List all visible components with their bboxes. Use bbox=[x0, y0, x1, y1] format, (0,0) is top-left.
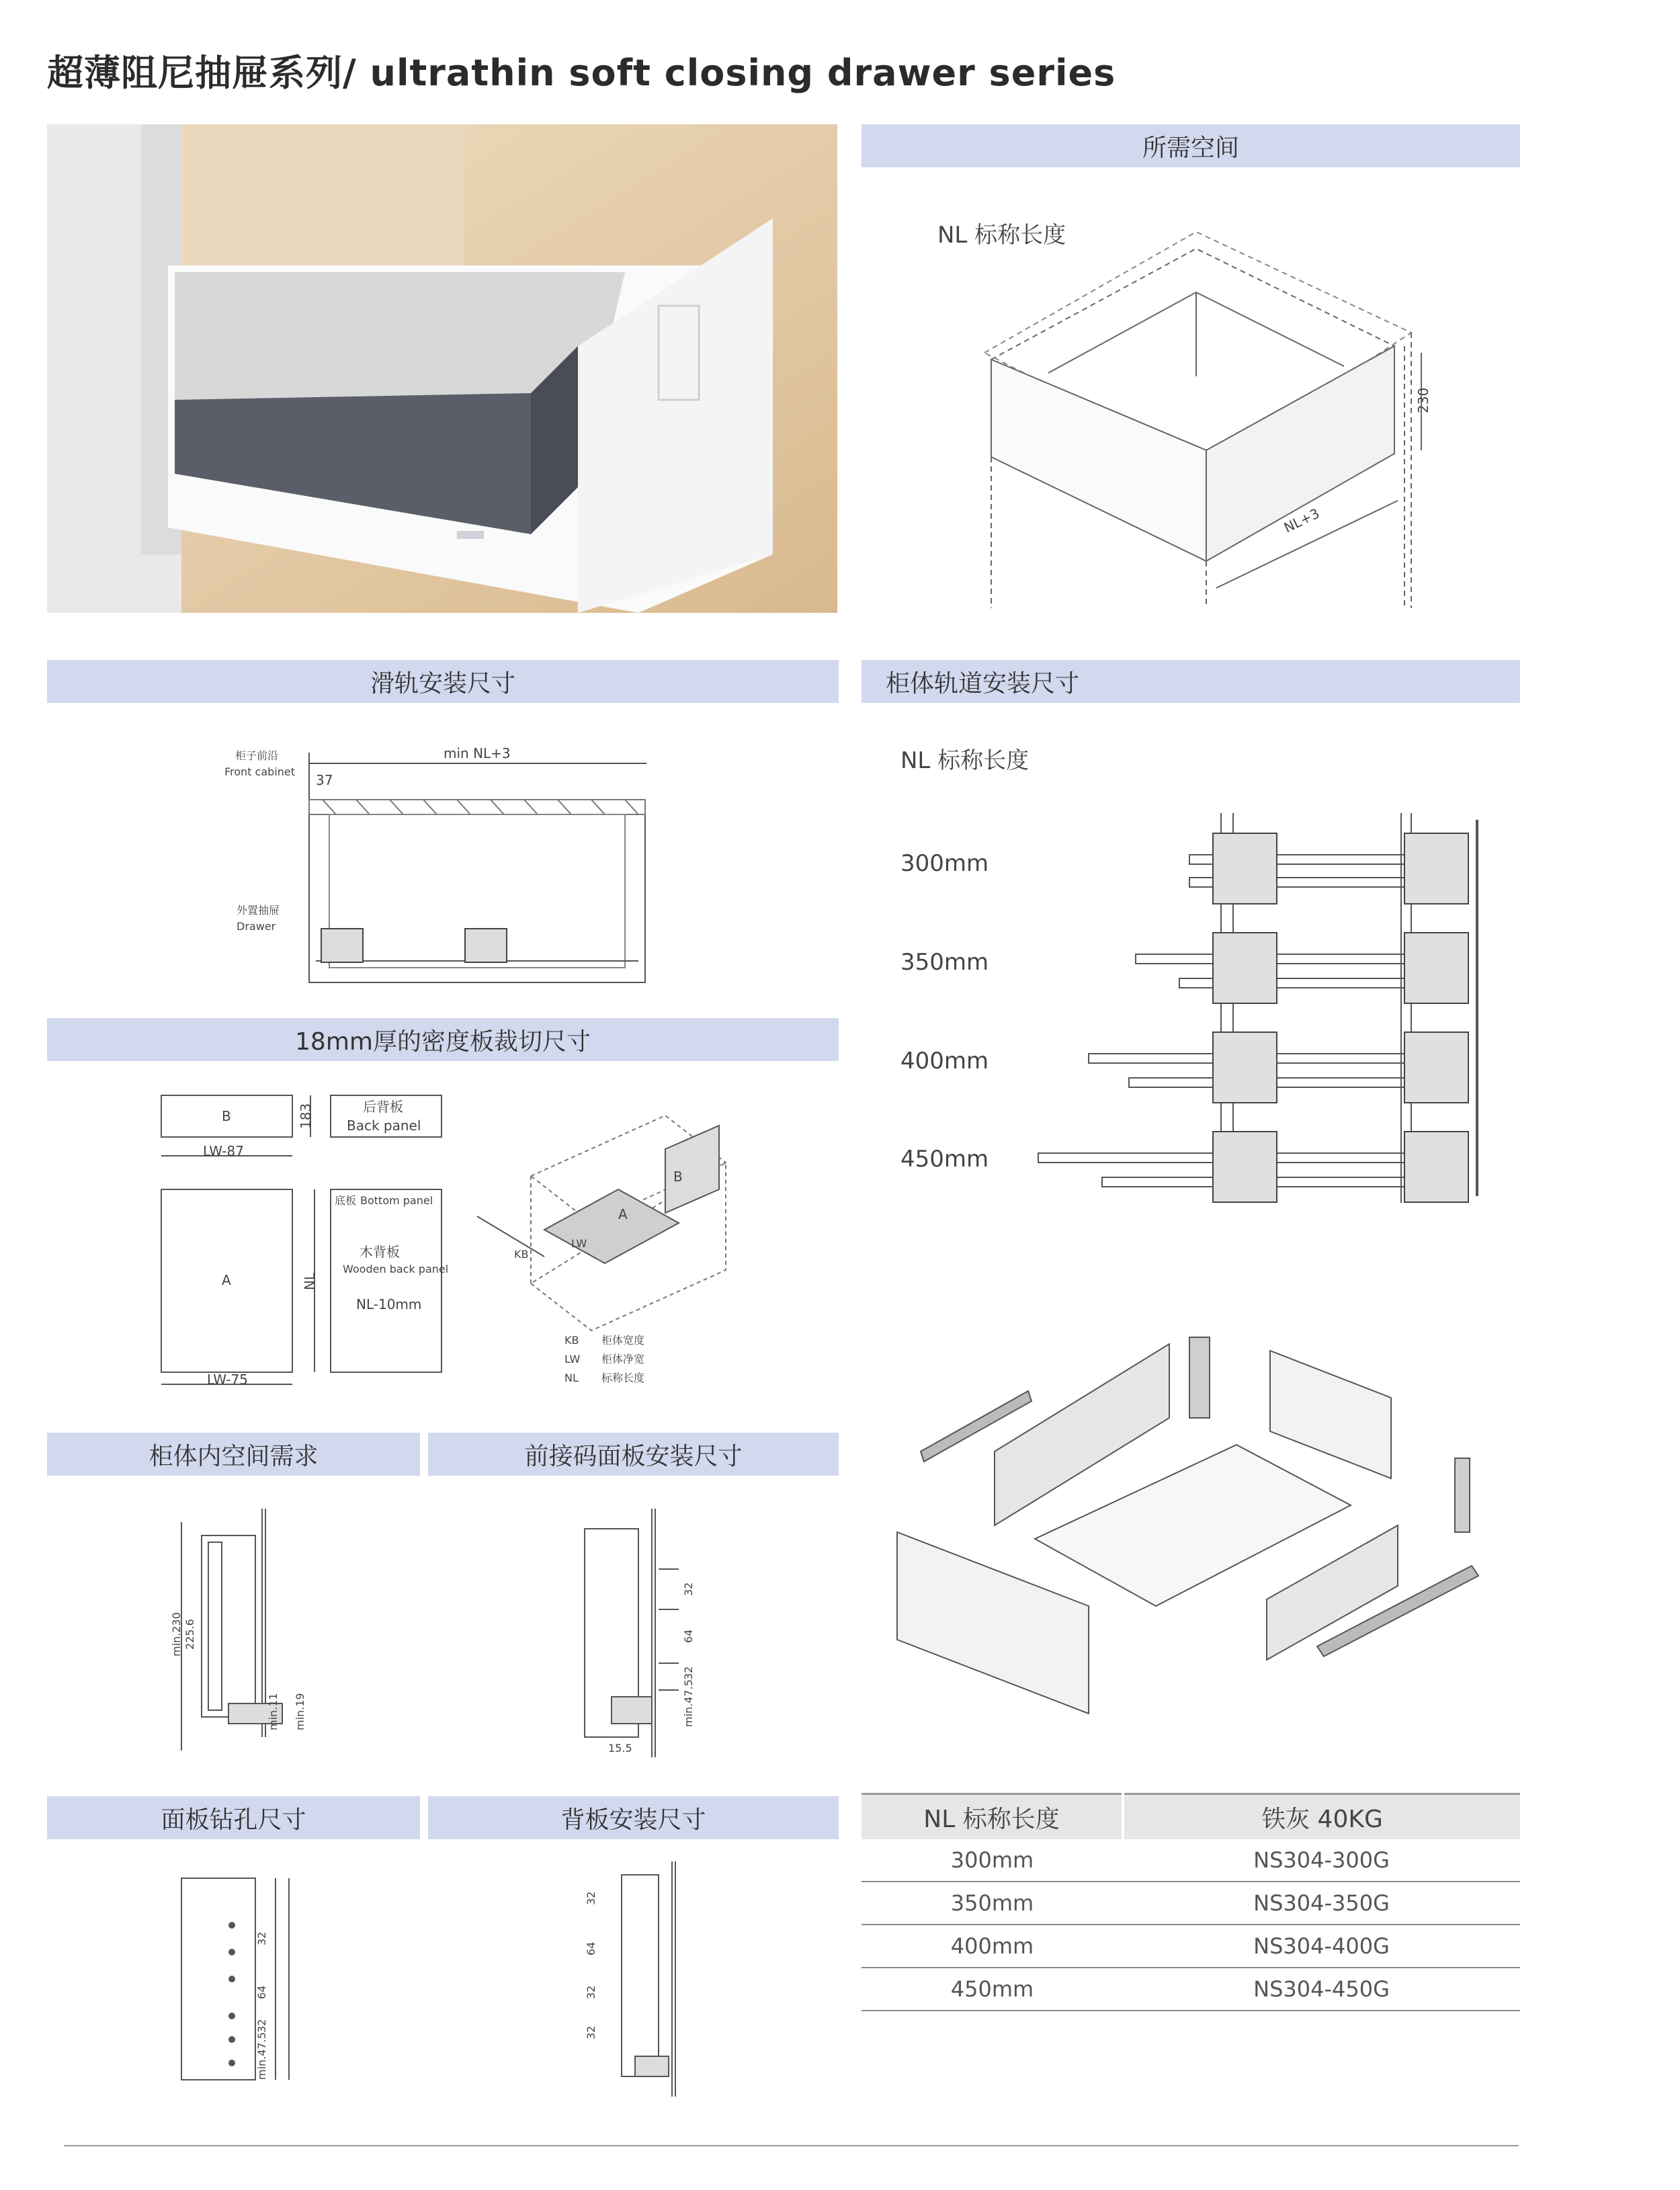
legend-nl-desc: 标称长度 bbox=[601, 1372, 645, 1384]
table-row bbox=[862, 1925, 1520, 1968]
exploded-drawer-assembly bbox=[887, 1310, 1505, 1714]
spec-nl-cell: 350mm bbox=[862, 1882, 1123, 1925]
cabinet-rail-diagram bbox=[1028, 813, 1499, 1216]
offset-37: 37 bbox=[316, 772, 333, 788]
slide-install-diagram bbox=[222, 739, 679, 988]
spec-header-nl: NL 标称长度 bbox=[862, 1794, 1123, 1840]
drawer-cn: 外置抽屉 bbox=[237, 904, 280, 917]
mdf-wooden-back-cn: 木背板 bbox=[360, 1244, 400, 1260]
legend-kb-desc: 柜体宽度 bbox=[601, 1334, 645, 1347]
rail-nl-label: NL 标称长度 bbox=[900, 747, 1030, 774]
legend-kb-code: KB bbox=[564, 1334, 579, 1347]
min-19-label: min.19 bbox=[294, 1693, 306, 1730]
drill-d32b: 32 bbox=[255, 2019, 268, 2033]
min-nl-plus-3: min NL+3 bbox=[444, 745, 511, 761]
mdf-back-panel-en: Back panel bbox=[347, 1118, 421, 1134]
back-panel-install-diagram bbox=[575, 1855, 696, 2103]
mdf-a-label: A bbox=[222, 1272, 231, 1288]
mdf-cut-diagram bbox=[155, 1089, 746, 1398]
section-header-panel-drilling: 面板钻孔尺寸 bbox=[47, 1796, 420, 1839]
section-header-cabinet-inner-space: 柜体内空间需求 bbox=[47, 1433, 420, 1476]
mdf-b-width: LW-87 bbox=[203, 1143, 244, 1159]
spec-model-cell: NS304-400G bbox=[1123, 1925, 1520, 1968]
mdf-back-panel-cn: 后背板 bbox=[363, 1099, 403, 1115]
mdf-b-height: 183 bbox=[298, 1103, 314, 1129]
front-cabinet-cn: 柜子前沿 bbox=[235, 749, 279, 762]
spec-model-cell: NS304-350G bbox=[1123, 1882, 1520, 1925]
mdf-bottom-panel-en: Bottom panel bbox=[360, 1194, 433, 1207]
iso-kb-label: KB bbox=[514, 1248, 529, 1261]
iso-a-label: A bbox=[618, 1206, 628, 1222]
table-row bbox=[862, 1968, 1520, 2011]
back-d64: 64 bbox=[585, 1941, 597, 1955]
section-header-front-panel-install: 前接码面板安装尺寸 bbox=[428, 1433, 839, 1476]
spec-header-model: 铁灰 40KG bbox=[1123, 1794, 1520, 1840]
front-panel-install-diagram bbox=[571, 1502, 706, 1761]
drawer-product-photo bbox=[47, 124, 837, 613]
front-d64: 64 bbox=[682, 1629, 695, 1643]
height-230-label: 230 bbox=[1415, 387, 1431, 413]
front-d15-5: 15.5 bbox=[608, 1742, 632, 1755]
section-header-cabinet-rail: 柜体轨道安装尺寸 bbox=[862, 660, 1520, 703]
d-225-6-label: 225.6 bbox=[183, 1619, 196, 1650]
spec-model-cell: NS304-450G bbox=[1123, 1968, 1520, 2011]
table-row bbox=[862, 1882, 1520, 1925]
rail-length-400: 400mm bbox=[900, 1048, 989, 1075]
front-d32b: 32 bbox=[682, 1666, 695, 1680]
section-header-required-space: 所需空间 bbox=[862, 124, 1520, 167]
legend-lw-desc: 柜体净宽 bbox=[601, 1353, 645, 1365]
legend-lw-code: LW bbox=[564, 1353, 581, 1365]
drill-min47-5: min.47.5 bbox=[255, 2032, 268, 2080]
panel-drilling-diagram bbox=[175, 1871, 309, 2087]
page-title: 超薄阻尼抽屉系列/ ultrathin soft closing drawer series bbox=[47, 52, 1116, 94]
mdf-wooden-back-en: Wooden back panel bbox=[343, 1263, 449, 1275]
spec-table-header-row bbox=[862, 1794, 1520, 1840]
back-d32a: 32 bbox=[585, 1891, 597, 1905]
rail-length-450: 450mm bbox=[900, 1146, 989, 1173]
spec-model-cell: NS304-300G bbox=[1123, 1839, 1520, 1882]
min-11-label: min.11 bbox=[267, 1693, 280, 1730]
iso-b-label: B bbox=[673, 1169, 683, 1185]
rail-length-350: 350mm bbox=[900, 949, 989, 976]
nl-plus-3-label: NL+3 bbox=[1281, 505, 1322, 536]
front-min47-5: min.47.5 bbox=[682, 1679, 695, 1727]
front-cabinet-en: Front cabinet bbox=[224, 765, 296, 778]
mdf-a-width: LW-75 bbox=[207, 1372, 248, 1388]
nl-nominal-label: NL 标称长度 bbox=[937, 222, 1066, 249]
section-header-mdf-cut: 18mm厚的密度板裁切尺寸 bbox=[47, 1018, 839, 1061]
front-d32a: 32 bbox=[682, 1582, 695, 1596]
spec-table bbox=[862, 1793, 1520, 2011]
cabinet-inner-space-diagram bbox=[161, 1502, 329, 1757]
legend-nl-code: NL bbox=[564, 1372, 579, 1384]
spec-nl-cell: 450mm bbox=[862, 1968, 1123, 2011]
rail-length-300: 300mm bbox=[900, 850, 989, 877]
iso-lw-label: LW bbox=[571, 1237, 587, 1250]
mdf-bottom-panel-cn: 底板 bbox=[335, 1194, 357, 1207]
mdf-nl-minus-10: NL-10mm bbox=[356, 1296, 422, 1312]
spec-nl-cell: 400mm bbox=[862, 1925, 1123, 1968]
required-space-diagram bbox=[981, 212, 1452, 615]
drill-d64: 64 bbox=[255, 1985, 268, 1999]
section-header-slide-install: 滑轨安装尺寸 bbox=[47, 660, 839, 703]
back-d32c: 32 bbox=[585, 2025, 597, 2039]
drawer-en: Drawer bbox=[237, 920, 276, 933]
spec-nl-cell: 300mm bbox=[862, 1839, 1123, 1882]
min-230-label: min.230 bbox=[170, 1612, 183, 1656]
drill-d32a: 32 bbox=[255, 1931, 268, 1945]
table-row bbox=[862, 1839, 1520, 1882]
bottom-divider bbox=[64, 2145, 1519, 2146]
mdf-a-height: NL bbox=[302, 1272, 318, 1290]
section-header-back-panel-install: 背板安装尺寸 bbox=[428, 1796, 839, 1839]
mdf-b-label: B bbox=[222, 1108, 231, 1124]
back-d32b: 32 bbox=[585, 1985, 597, 1999]
